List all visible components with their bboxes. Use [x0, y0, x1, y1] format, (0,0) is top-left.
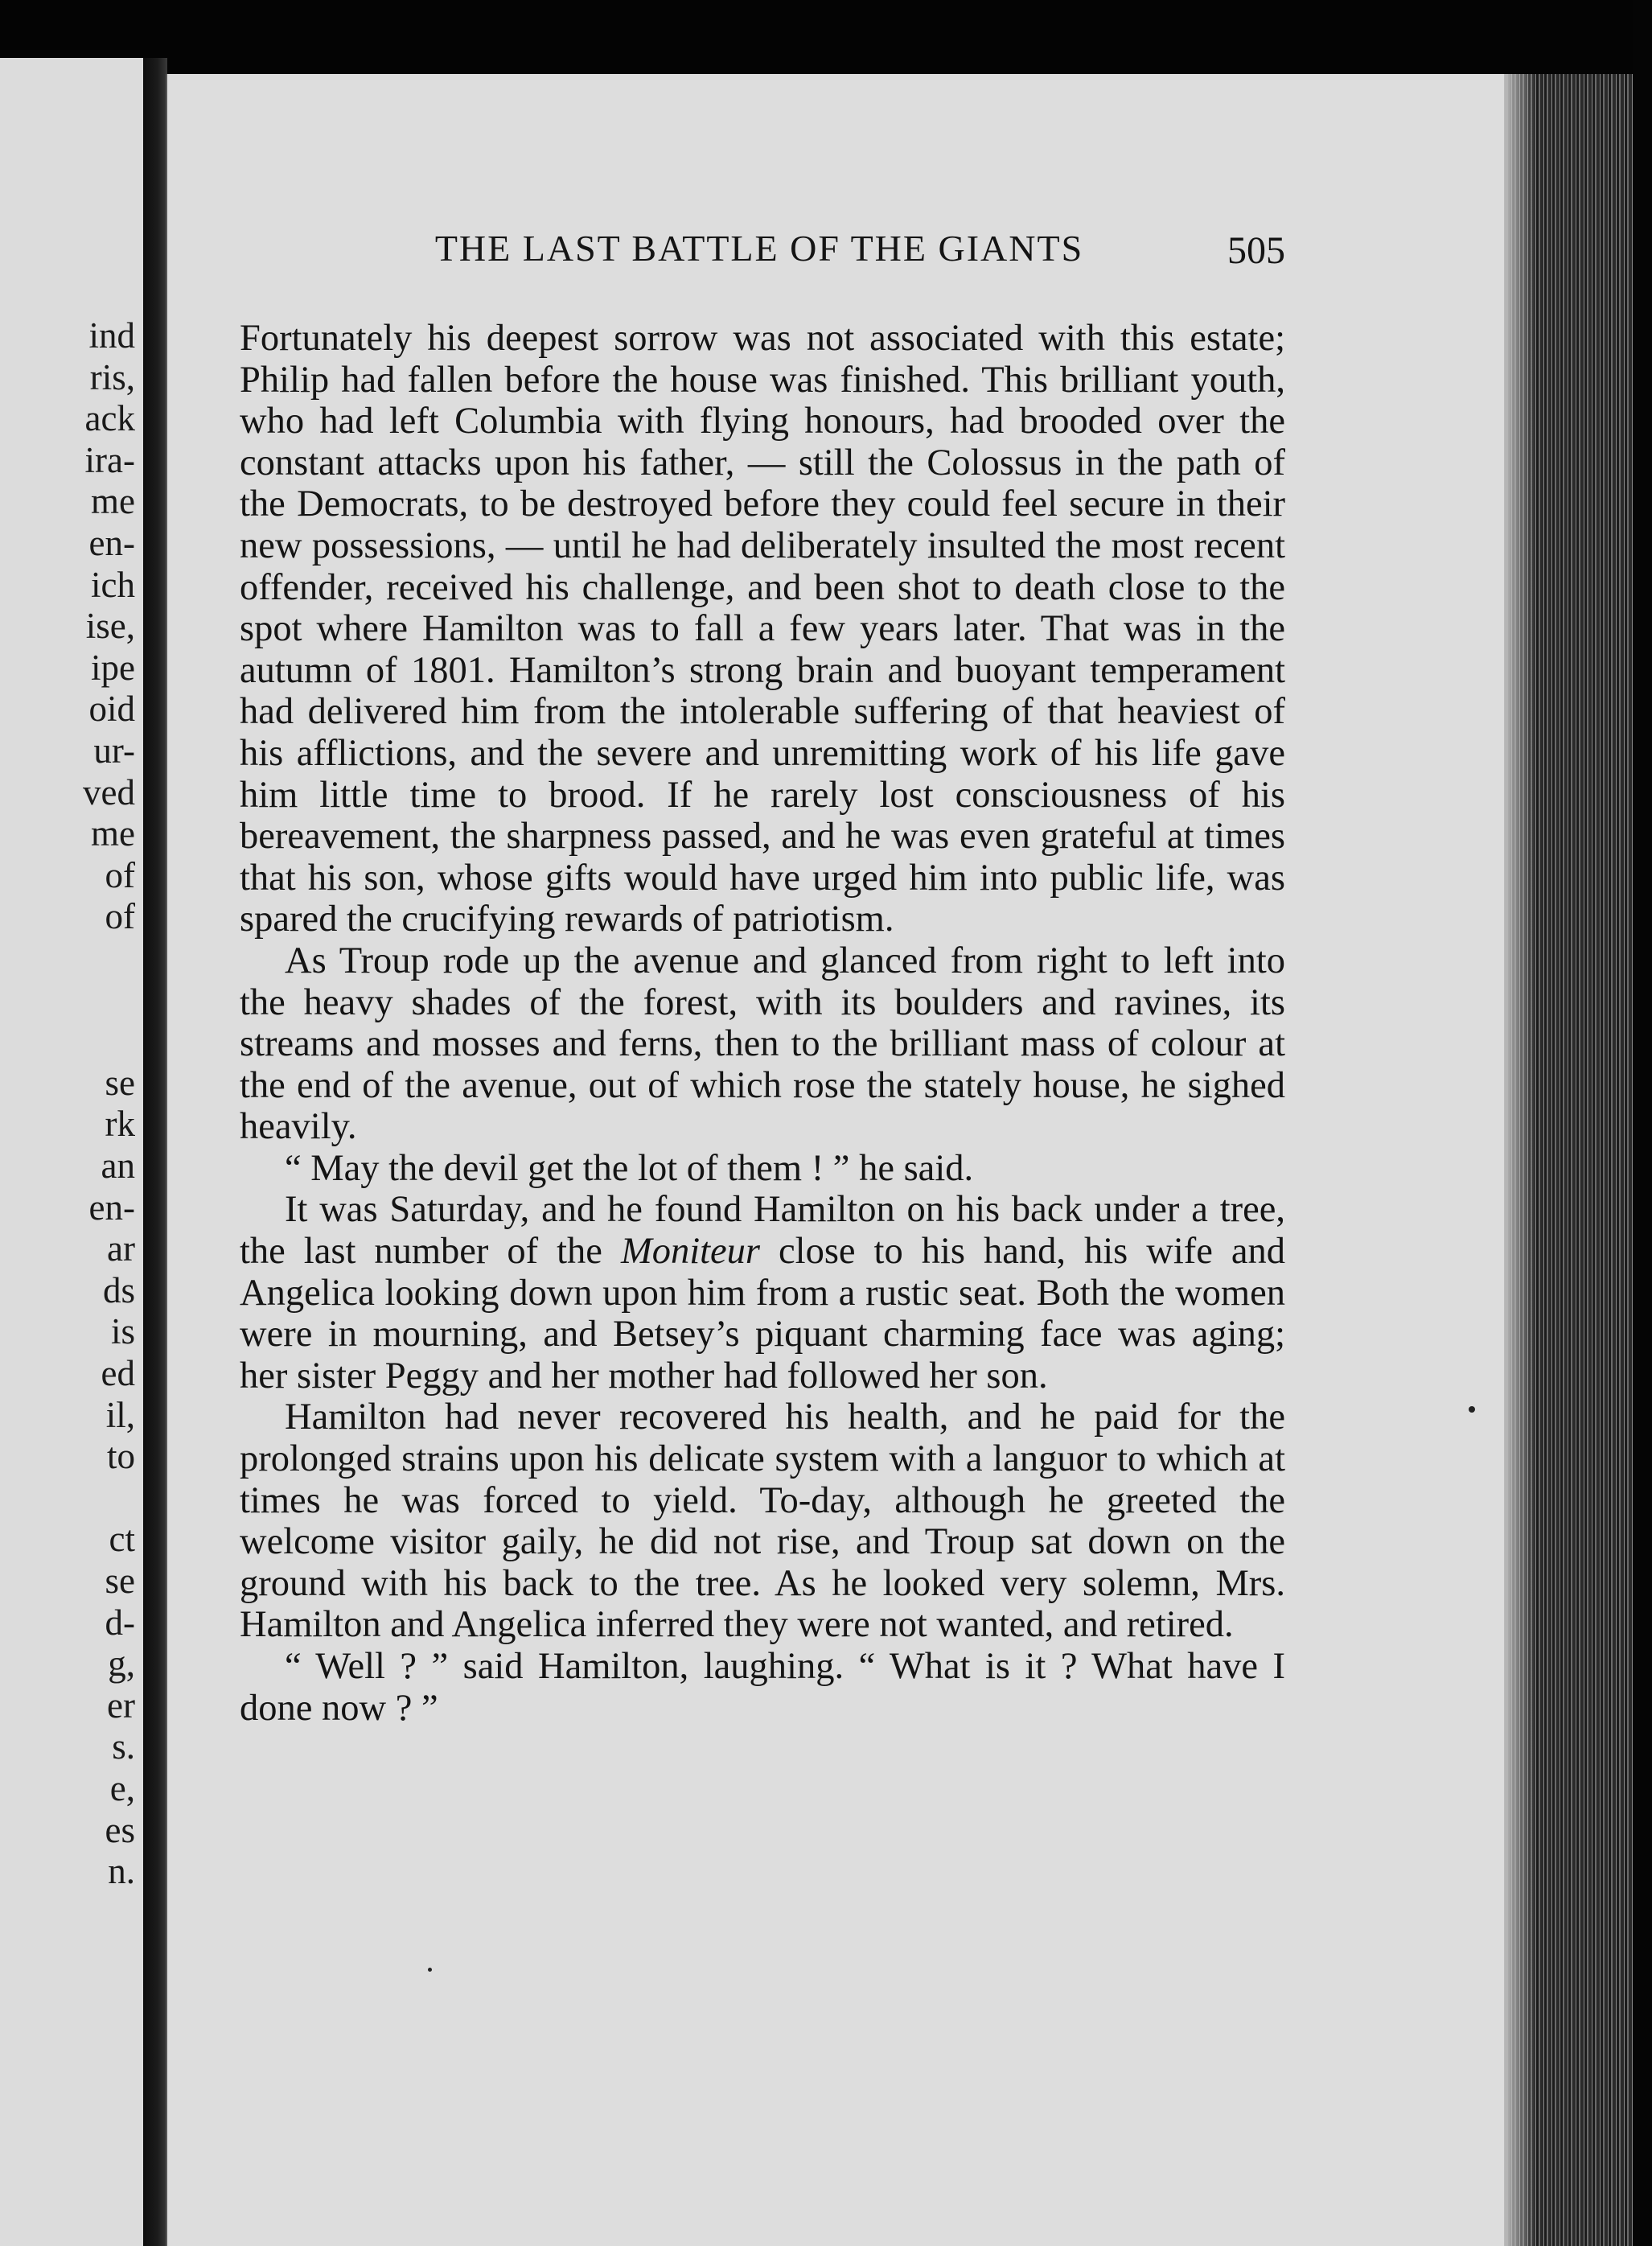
facing-page-line-fragment: ris, — [89, 356, 135, 397]
facing-page-line-fragment: s. — [112, 1726, 135, 1767]
facing-page-line-fragment: rk — [105, 1104, 135, 1145]
facing-page-line-fragment: ack — [84, 398, 135, 439]
page-number: 505 — [1227, 229, 1285, 272]
facing-page-line-fragment: of — [105, 896, 135, 937]
facing-page-line-fragment: ipe — [91, 647, 135, 688]
facing-page-line-fragment: oid — [88, 689, 135, 730]
paragraph-text: close to his hand, his wife and Angelica looking down upon him from a rustic seat. Both the women were in mourning, and Betsey’s piquant charming face was aging; her sister Peggy and her mother had followed her son. — [240, 1231, 1285, 1397]
facing-page-line-fragment: en- — [88, 1187, 135, 1228]
facing-page-line-fragment: en- — [88, 523, 135, 563]
facing-page-line-fragment: se — [105, 1062, 135, 1103]
scan-right-border — [1633, 0, 1652, 2246]
facing-page-line-fragment: d- — [105, 1602, 135, 1643]
paragraph-text: It was Saturday, and he found Hamilton on his back under a tree, the last number of the — [240, 1189, 1285, 1273]
facing-page-line-fragment: ich — [91, 564, 135, 605]
paragraph: Hamilton had never recovered his health, and he paid for the prolonged strains upon his delicate system with a languor to which at times he was forced to yield. To-day, although he greeted the welcome visitor gaily, he did not rise, and Troup sat down on the ground with his back to the tree. As he looked very solemn, Mrs. Hamilton and Angelica inferred they were not wanted, and retired. — [240, 1397, 1285, 1646]
facing-page-line-fragment: an — [101, 1146, 135, 1186]
facing-page-line-fragment: er — [107, 1684, 135, 1726]
italic-title: Moniteur — [620, 1231, 761, 1273]
scan-speck — [428, 1968, 432, 1972]
facing-page-line-fragment: g, — [108, 1643, 135, 1684]
facing-page-line-fragment: to — [106, 1436, 135, 1477]
body-text — [240, 318, 1285, 1729]
paragraph: As Troup rode up the avenue and glanced from right to left into the heavy shades of the forest, with its boulders and ravines, its streams and mosses and ferns, then to the brilliant mass of colour at the end of the avenue, out of which rose the stately house, he sighed heavily. — [240, 940, 1285, 1148]
facing-page-line-fragment: is — [110, 1311, 135, 1352]
facing-page-fragment — [0, 58, 143, 2246]
facing-page-line-fragment: se — [105, 1561, 135, 1601]
facing-page-line-fragment: ise, — [85, 606, 135, 647]
paragraph — [240, 1189, 1285, 1397]
facing-page-line-fragment: ur- — [93, 730, 135, 771]
page-edges-shadow — [1504, 74, 1536, 2246]
facing-page-line-fragment: il, — [105, 1394, 135, 1435]
facing-page-line-fragment: ct — [109, 1519, 135, 1560]
facing-page-line-fragment: ind — [88, 315, 135, 356]
paragraph: “ May the devil get the lot of them ! ” he said. — [285, 1147, 974, 1189]
facing-page-line-fragment: me — [91, 481, 135, 522]
facing-page-line-fragment: e, — [109, 1768, 135, 1808]
facing-page-line-fragment: me — [91, 813, 135, 854]
facing-page-line-fragment: ed — [101, 1353, 135, 1393]
facing-page-line-fragment: ira- — [84, 439, 135, 480]
book-gutter — [143, 58, 167, 2246]
facing-page-line-fragment: of — [105, 854, 135, 895]
facing-page-line-fragment: es — [105, 1809, 135, 1850]
facing-page-line-fragment: ds — [102, 1269, 135, 1310]
facing-page-line-fragment: ar — [107, 1228, 135, 1269]
paragraph: “ Well ? ” said Hamilton, laughing. “ What is it ? What have I done now ? ” — [240, 1646, 1285, 1729]
facing-page-line-fragment: ved — [83, 771, 135, 812]
scan-speck — [1469, 1406, 1475, 1413]
scan-top-border — [0, 0, 1652, 76]
running-head: THE LAST BATTLE OF THE GIANTS — [434, 228, 1084, 269]
facing-page-line-fragment: n. — [108, 1851, 135, 1892]
paragraph: Fortunately his deepest sorrow was not associated with this estate; Philip had fallen before the house was finished. This brilliant youth, who had left Columbia with flying honours, had brooded over the constant attacks upon his father, — still the Colossus in the path of the Democrats, to be destroyed before they could feel secure in their new possessions, — until he had deliberately insulted the most recent offender, received his challenge, and been shot to death close to the spot where Hamilton was to fall a few years later. That was in the autumn of 1801. Hamilton’s strong brain and buoyant temperament had delivered him from the intolerable suffering of that heaviest of his afflictions, and the severe and unremitting work of his life gave him little time to brood. If he rarely lost consciousness of his bereavement, the sharpness passed, and he was even grateful at times that his son, whose gifts would have urged him into public life, was spared the crucifying rewards of patriotism. — [240, 318, 1285, 940]
